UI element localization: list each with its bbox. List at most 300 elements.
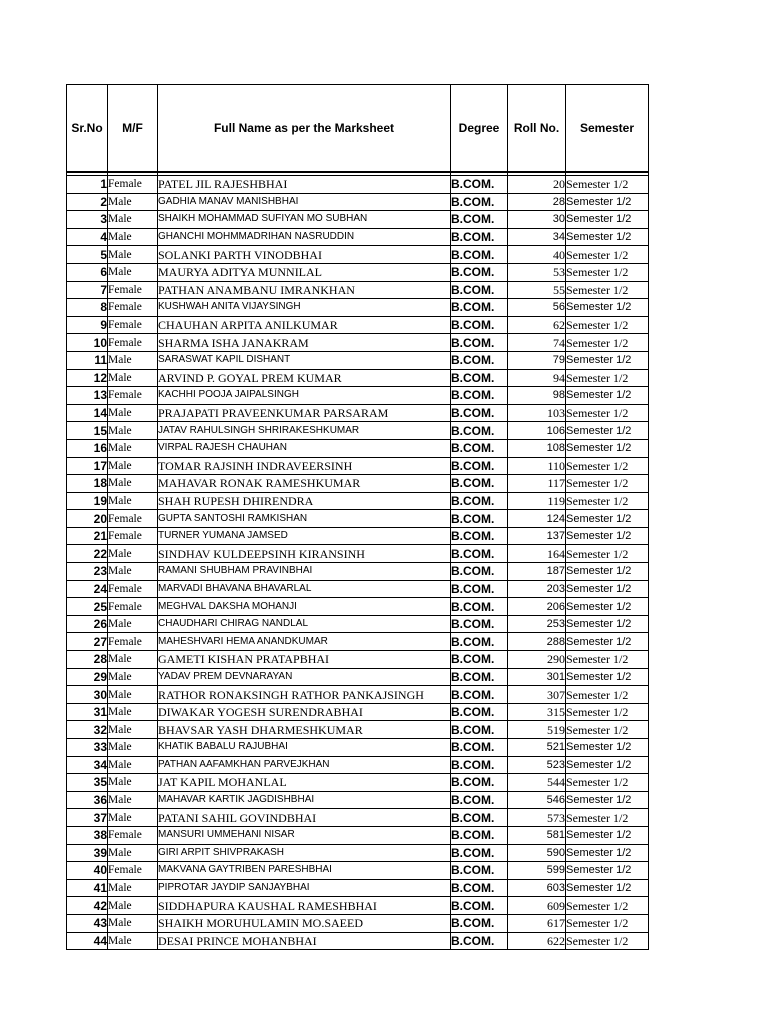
cell-full-name: SHARMA ISHA JANAKRAM — [158, 334, 451, 352]
table-row — [67, 932, 649, 950]
cell-full-name: KHATIK BABALU RAJUBHAI — [158, 739, 451, 757]
cell-sr-no: 43 — [67, 914, 108, 932]
cell-full-name: PIPROTAR JAYDIP SANJAYBHAI — [158, 879, 451, 897]
cell-degree: B.COM. — [451, 299, 508, 317]
cell-degree: B.COM. — [451, 756, 508, 774]
cell-semester: Semester 1/2 — [566, 844, 649, 862]
cell-gender: Male — [108, 193, 158, 211]
cell-semester: Semester 1/2 — [566, 756, 649, 774]
cell-full-name: CHAUDHARI CHIRAG NANDLAL — [158, 615, 451, 633]
cell-gender: Male — [108, 897, 158, 915]
cell-sr-no: 33 — [67, 739, 108, 757]
cell-degree: B.COM. — [451, 615, 508, 633]
table-row — [67, 369, 649, 387]
cell-sr-no: 27 — [67, 633, 108, 651]
cell-full-name: JAT KAPIL MOHANLAL — [158, 774, 451, 792]
cell-semester: Semester 1/2 — [566, 369, 649, 387]
cell-degree: B.COM. — [451, 563, 508, 581]
cell-roll-no: 573 — [508, 809, 566, 827]
cell-sr-no: 6 — [67, 263, 108, 281]
cell-degree: B.COM. — [451, 193, 508, 211]
cell-full-name: ARVIND P. GOYAL PREM KUMAR — [158, 369, 451, 387]
cell-semester: Semester 1/2 — [566, 791, 649, 809]
cell-gender: Female — [108, 598, 158, 616]
cell-semester: Semester 1/2 — [566, 914, 649, 932]
cell-roll-no: 546 — [508, 791, 566, 809]
cell-degree: B.COM. — [451, 387, 508, 405]
cell-gender: Female — [108, 281, 158, 299]
cell-semester: Semester 1/2 — [566, 668, 649, 686]
cell-gender: Male — [108, 914, 158, 932]
header-full-name: Full Name as per the Marksheet — [158, 85, 451, 173]
header-mf: M/F — [108, 85, 158, 173]
cell-gender: Female — [108, 176, 158, 194]
cell-roll-no: 599 — [508, 862, 566, 880]
cell-roll-no: 103 — [508, 404, 566, 422]
cell-degree: B.COM. — [451, 404, 508, 422]
table-row — [67, 914, 649, 932]
cell-degree: B.COM. — [451, 510, 508, 528]
cell-gender: Female — [108, 316, 158, 334]
cell-roll-no: 30 — [508, 211, 566, 229]
cell-semester: Semester 1/2 — [566, 633, 649, 651]
table-row — [67, 193, 649, 211]
cell-sr-no: 9 — [67, 316, 108, 334]
header-row — [67, 85, 649, 173]
cell-roll-no: 581 — [508, 826, 566, 844]
table-row — [67, 492, 649, 510]
cell-roll-no: 301 — [508, 668, 566, 686]
cell-semester: Semester 1/2 — [566, 457, 649, 475]
table-row — [67, 228, 649, 246]
cell-roll-no: 203 — [508, 580, 566, 598]
cell-sr-no: 28 — [67, 651, 108, 669]
cell-sr-no: 34 — [67, 756, 108, 774]
cell-gender: Male — [108, 457, 158, 475]
cell-sr-no: 7 — [67, 281, 108, 299]
table-row — [67, 791, 649, 809]
cell-semester: Semester 1/2 — [566, 897, 649, 915]
cell-degree: B.COM. — [451, 351, 508, 369]
table-row — [67, 598, 649, 616]
cell-semester: Semester 1/2 — [566, 598, 649, 616]
header-roll-no: Roll No. — [508, 85, 566, 173]
cell-semester: Semester 1/2 — [566, 422, 649, 440]
table-row — [67, 510, 649, 528]
student-list-table — [66, 84, 649, 950]
cell-degree: B.COM. — [451, 879, 508, 897]
cell-roll-no: 108 — [508, 439, 566, 457]
cell-degree: B.COM. — [451, 369, 508, 387]
cell-sr-no: 30 — [67, 686, 108, 704]
cell-gender: Male — [108, 545, 158, 563]
cell-degree: B.COM. — [451, 774, 508, 792]
cell-roll-no: 519 — [508, 721, 566, 739]
cell-sr-no: 26 — [67, 615, 108, 633]
cell-semester: Semester 1/2 — [566, 580, 649, 598]
cell-degree: B.COM. — [451, 545, 508, 563]
cell-full-name: MAURYA ADITYA MUNNILAL — [158, 263, 451, 281]
table-row — [67, 739, 649, 757]
cell-degree: B.COM. — [451, 176, 508, 194]
cell-sr-no: 25 — [67, 598, 108, 616]
cell-gender: Male — [108, 263, 158, 281]
cell-sr-no: 17 — [67, 457, 108, 475]
cell-sr-no: 4 — [67, 228, 108, 246]
cell-gender: Male — [108, 844, 158, 862]
cell-gender: Male — [108, 668, 158, 686]
cell-gender: Female — [108, 299, 158, 317]
cell-degree: B.COM. — [451, 703, 508, 721]
cell-sr-no: 11 — [67, 351, 108, 369]
cell-sr-no: 22 — [67, 545, 108, 563]
cell-semester: Semester 1/2 — [566, 246, 649, 264]
cell-sr-no: 19 — [67, 492, 108, 510]
cell-roll-no: 98 — [508, 387, 566, 405]
cell-roll-no: 74 — [508, 334, 566, 352]
cell-semester: Semester 1/2 — [566, 545, 649, 563]
cell-semester: Semester 1/2 — [566, 703, 649, 721]
table-row — [67, 809, 649, 827]
cell-roll-no: 253 — [508, 615, 566, 633]
cell-roll-no: 40 — [508, 246, 566, 264]
cell-full-name: VIRPAL RAJESH CHAUHAN — [158, 439, 451, 457]
cell-full-name: GADHIA MANAV MANISHBHAI — [158, 193, 451, 211]
cell-full-name: TOMAR RAJSINH INDRAVEERSINH — [158, 457, 451, 475]
table-row — [67, 686, 649, 704]
cell-roll-no: 617 — [508, 914, 566, 932]
table-header — [67, 85, 649, 173]
cell-roll-no: 164 — [508, 545, 566, 563]
cell-semester: Semester 1/2 — [566, 510, 649, 528]
table-row — [67, 545, 649, 563]
table-row — [67, 263, 649, 281]
cell-semester: Semester 1/2 — [566, 176, 649, 194]
cell-gender: Male — [108, 404, 158, 422]
cell-semester: Semester 1/2 — [566, 826, 649, 844]
cell-sr-no: 35 — [67, 774, 108, 792]
cell-full-name: SHAH RUPESH DHIRENDRA — [158, 492, 451, 510]
cell-full-name: KUSHWAH ANITA VIJAYSINGH — [158, 299, 451, 317]
cell-semester: Semester 1/2 — [566, 404, 649, 422]
cell-degree: B.COM. — [451, 826, 508, 844]
cell-full-name: MARVADI BHAVANA BHAVARLAL — [158, 580, 451, 598]
cell-degree: B.COM. — [451, 844, 508, 862]
cell-full-name: TURNER YUMANA JAMSED — [158, 527, 451, 545]
cell-sr-no: 1 — [67, 176, 108, 194]
cell-semester: Semester 1/2 — [566, 299, 649, 317]
cell-semester: Semester 1/2 — [566, 475, 649, 493]
cell-gender: Male — [108, 246, 158, 264]
cell-gender: Male — [108, 563, 158, 581]
cell-roll-no: 56 — [508, 299, 566, 317]
cell-roll-no: 523 — [508, 756, 566, 774]
cell-roll-no: 521 — [508, 739, 566, 757]
table-row — [67, 651, 649, 669]
cell-gender: Male — [108, 369, 158, 387]
cell-gender: Female — [108, 510, 158, 528]
cell-degree: B.COM. — [451, 281, 508, 299]
header-sr-no: Sr.No — [67, 85, 108, 173]
table-body — [67, 172, 649, 950]
cell-gender: Male — [108, 686, 158, 704]
cell-semester: Semester 1/2 — [566, 774, 649, 792]
cell-sr-no: 14 — [67, 404, 108, 422]
cell-gender: Female — [108, 387, 158, 405]
cell-full-name: PATHAN AAFAMKHAN PARVEJKHAN — [158, 756, 451, 774]
cell-roll-no: 544 — [508, 774, 566, 792]
cell-sr-no: 5 — [67, 246, 108, 264]
table-row — [67, 668, 649, 686]
cell-degree: B.COM. — [451, 527, 508, 545]
cell-degree: B.COM. — [451, 422, 508, 440]
cell-gender: Male — [108, 721, 158, 739]
cell-full-name: CHAUHAN ARPITA ANILKUMAR — [158, 316, 451, 334]
cell-degree: B.COM. — [451, 334, 508, 352]
cell-full-name: MANSURI UMMEHANI NISAR — [158, 826, 451, 844]
cell-gender: Female — [108, 580, 158, 598]
cell-sr-no: 39 — [67, 844, 108, 862]
table-row — [67, 457, 649, 475]
cell-gender: Male — [108, 756, 158, 774]
cell-sr-no: 31 — [67, 703, 108, 721]
cell-semester: Semester 1/2 — [566, 387, 649, 405]
cell-degree: B.COM. — [451, 791, 508, 809]
table-row — [67, 897, 649, 915]
cell-sr-no: 40 — [67, 862, 108, 880]
cell-roll-no: 288 — [508, 633, 566, 651]
cell-gender: Male — [108, 228, 158, 246]
cell-degree: B.COM. — [451, 668, 508, 686]
cell-degree: B.COM. — [451, 739, 508, 757]
cell-semester: Semester 1/2 — [566, 211, 649, 229]
cell-sr-no: 3 — [67, 211, 108, 229]
table-row — [67, 404, 649, 422]
cell-roll-no: 62 — [508, 316, 566, 334]
cell-full-name: SHAIKH MORUHULAMIN MO.SAEED — [158, 914, 451, 932]
cell-sr-no: 32 — [67, 721, 108, 739]
table-row — [67, 862, 649, 880]
cell-degree: B.COM. — [451, 862, 508, 880]
cell-gender: Male — [108, 475, 158, 493]
table-row — [67, 334, 649, 352]
cell-gender: Male — [108, 651, 158, 669]
cell-sr-no: 10 — [67, 334, 108, 352]
cell-sr-no: 44 — [67, 932, 108, 950]
cell-semester: Semester 1/2 — [566, 228, 649, 246]
table-row — [67, 246, 649, 264]
cell-semester: Semester 1/2 — [566, 263, 649, 281]
cell-full-name: MAKVANA GAYTRIBEN PARESHBHAI — [158, 862, 451, 880]
cell-gender: Female — [108, 633, 158, 651]
header-degree: Degree — [451, 85, 508, 173]
cell-semester: Semester 1/2 — [566, 193, 649, 211]
table-row — [67, 703, 649, 721]
table-row — [67, 844, 649, 862]
cell-gender: Male — [108, 879, 158, 897]
cell-gender: Male — [108, 492, 158, 510]
cell-full-name: SINDHAV KULDEEPSINH KIRANSINH — [158, 545, 451, 563]
cell-full-name: MAHAVAR KARTIK JAGDISHBHAI — [158, 791, 451, 809]
cell-roll-no: 315 — [508, 703, 566, 721]
cell-semester: Semester 1/2 — [566, 739, 649, 757]
cell-gender: Female — [108, 527, 158, 545]
cell-semester: Semester 1/2 — [566, 651, 649, 669]
table-row — [67, 281, 649, 299]
cell-semester: Semester 1/2 — [566, 686, 649, 704]
cell-degree: B.COM. — [451, 633, 508, 651]
cell-roll-no: 20 — [508, 176, 566, 194]
cell-full-name: MAHAVAR RONAK RAMESHKUMAR — [158, 475, 451, 493]
table-row — [67, 633, 649, 651]
cell-degree: B.COM. — [451, 809, 508, 827]
cell-full-name: BHAVSAR YASH DHARMESHKUMAR — [158, 721, 451, 739]
cell-gender: Male — [108, 211, 158, 229]
cell-semester: Semester 1/2 — [566, 721, 649, 739]
cell-roll-no: 307 — [508, 686, 566, 704]
cell-gender: Female — [108, 862, 158, 880]
cell-sr-no: 16 — [67, 439, 108, 457]
cell-gender: Male — [108, 932, 158, 950]
cell-sr-no: 2 — [67, 193, 108, 211]
cell-gender: Male — [108, 774, 158, 792]
cell-degree: B.COM. — [451, 721, 508, 739]
cell-roll-no: 609 — [508, 897, 566, 915]
cell-sr-no: 20 — [67, 510, 108, 528]
cell-gender: Male — [108, 809, 158, 827]
cell-full-name: RATHOR RONAKSINGH RATHOR PANKAJSINGH — [158, 686, 451, 704]
table-row — [67, 879, 649, 897]
cell-full-name: YADAV PREM DEVNARAYAN — [158, 668, 451, 686]
cell-sr-no: 8 — [67, 299, 108, 317]
cell-full-name: RAMANI SHUBHAM PRAVINBHAI — [158, 563, 451, 581]
header-semester: Semester — [566, 85, 649, 173]
table-row — [67, 387, 649, 405]
cell-roll-no: 590 — [508, 844, 566, 862]
cell-full-name: MEGHVAL DAKSHA MOHANJI — [158, 598, 451, 616]
cell-full-name: SARASWAT KAPIL DISHANT — [158, 351, 451, 369]
cell-sr-no: 29 — [67, 668, 108, 686]
cell-sr-no: 41 — [67, 879, 108, 897]
cell-full-name: GIRI ARPIT SHIVPRAKASH — [158, 844, 451, 862]
cell-degree: B.COM. — [451, 457, 508, 475]
table-row — [67, 439, 649, 457]
cell-gender: Male — [108, 791, 158, 809]
cell-degree: B.COM. — [451, 686, 508, 704]
cell-semester: Semester 1/2 — [566, 281, 649, 299]
table-row — [67, 774, 649, 792]
cell-full-name: PRAJAPATI PRAVEENKUMAR PARSARAM — [158, 404, 451, 422]
table-row — [67, 299, 649, 317]
cell-full-name: SOLANKI PARTH VINODBHAI — [158, 246, 451, 264]
table-row — [67, 176, 649, 194]
cell-degree: B.COM. — [451, 897, 508, 915]
cell-roll-no: 53 — [508, 263, 566, 281]
cell-sr-no: 21 — [67, 527, 108, 545]
cell-roll-no: 55 — [508, 281, 566, 299]
cell-roll-no: 34 — [508, 228, 566, 246]
cell-roll-no: 206 — [508, 598, 566, 616]
table-row — [67, 527, 649, 545]
cell-gender: Female — [108, 334, 158, 352]
table-row — [67, 721, 649, 739]
cell-full-name: SIDDHAPURA KAUSHAL RAMESHBHAI — [158, 897, 451, 915]
cell-roll-no: 137 — [508, 527, 566, 545]
cell-semester: Semester 1/2 — [566, 879, 649, 897]
cell-semester: Semester 1/2 — [566, 492, 649, 510]
cell-semester: Semester 1/2 — [566, 527, 649, 545]
cell-sr-no: 18 — [67, 475, 108, 493]
cell-gender: Male — [108, 703, 158, 721]
cell-full-name: GUPTA SANTOSHI RAMKISHAN — [158, 510, 451, 528]
cell-roll-no: 106 — [508, 422, 566, 440]
cell-roll-no: 124 — [508, 510, 566, 528]
cell-full-name: DESAI PRINCE MOHANBHAI — [158, 932, 451, 950]
cell-degree: B.COM. — [451, 651, 508, 669]
table-row — [67, 826, 649, 844]
cell-sr-no: 12 — [67, 369, 108, 387]
table-row — [67, 475, 649, 493]
cell-gender: Female — [108, 826, 158, 844]
cell-sr-no: 37 — [67, 809, 108, 827]
cell-semester: Semester 1/2 — [566, 563, 649, 581]
cell-roll-no: 28 — [508, 193, 566, 211]
table-row — [67, 351, 649, 369]
table-row — [67, 615, 649, 633]
cell-sr-no: 42 — [67, 897, 108, 915]
cell-full-name: PATHAN ANAMBANU IMRANKHAN — [158, 281, 451, 299]
cell-semester: Semester 1/2 — [566, 439, 649, 457]
cell-gender: Male — [108, 739, 158, 757]
cell-full-name: DIWAKAR YOGESH SURENDRABHAI — [158, 703, 451, 721]
cell-sr-no: 13 — [67, 387, 108, 405]
cell-roll-no: 94 — [508, 369, 566, 387]
cell-degree: B.COM. — [451, 492, 508, 510]
cell-roll-no: 622 — [508, 932, 566, 950]
cell-full-name: SHAIKH MOHAMMAD SUFIYAN MO SUBHAN — [158, 211, 451, 229]
cell-sr-no: 23 — [67, 563, 108, 581]
cell-full-name: MAHESHVARI HEMA ANANDKUMAR — [158, 633, 451, 651]
cell-roll-no: 603 — [508, 879, 566, 897]
cell-roll-no: 117 — [508, 475, 566, 493]
cell-roll-no: 119 — [508, 492, 566, 510]
table-row — [67, 422, 649, 440]
cell-roll-no: 187 — [508, 563, 566, 581]
table-row — [67, 211, 649, 229]
cell-semester: Semester 1/2 — [566, 932, 649, 950]
cell-semester: Semester 1/2 — [566, 862, 649, 880]
cell-full-name: PATANI SAHIL GOVINDBHAI — [158, 809, 451, 827]
cell-degree: B.COM. — [451, 246, 508, 264]
cell-sr-no: 38 — [67, 826, 108, 844]
cell-roll-no: 79 — [508, 351, 566, 369]
cell-degree: B.COM. — [451, 228, 508, 246]
cell-full-name: GHANCHI MOHMMADRIHAN NASRUDDIN — [158, 228, 451, 246]
cell-degree: B.COM. — [451, 580, 508, 598]
cell-sr-no: 36 — [67, 791, 108, 809]
cell-degree: B.COM. — [451, 316, 508, 334]
cell-degree: B.COM. — [451, 475, 508, 493]
cell-degree: B.COM. — [451, 932, 508, 950]
cell-gender: Male — [108, 351, 158, 369]
cell-degree: B.COM. — [451, 211, 508, 229]
cell-semester: Semester 1/2 — [566, 351, 649, 369]
cell-full-name: KACHHI POOJA JAIPALSINGH — [158, 387, 451, 405]
cell-sr-no: 24 — [67, 580, 108, 598]
cell-sr-no: 15 — [67, 422, 108, 440]
cell-semester: Semester 1/2 — [566, 615, 649, 633]
cell-gender: Male — [108, 422, 158, 440]
